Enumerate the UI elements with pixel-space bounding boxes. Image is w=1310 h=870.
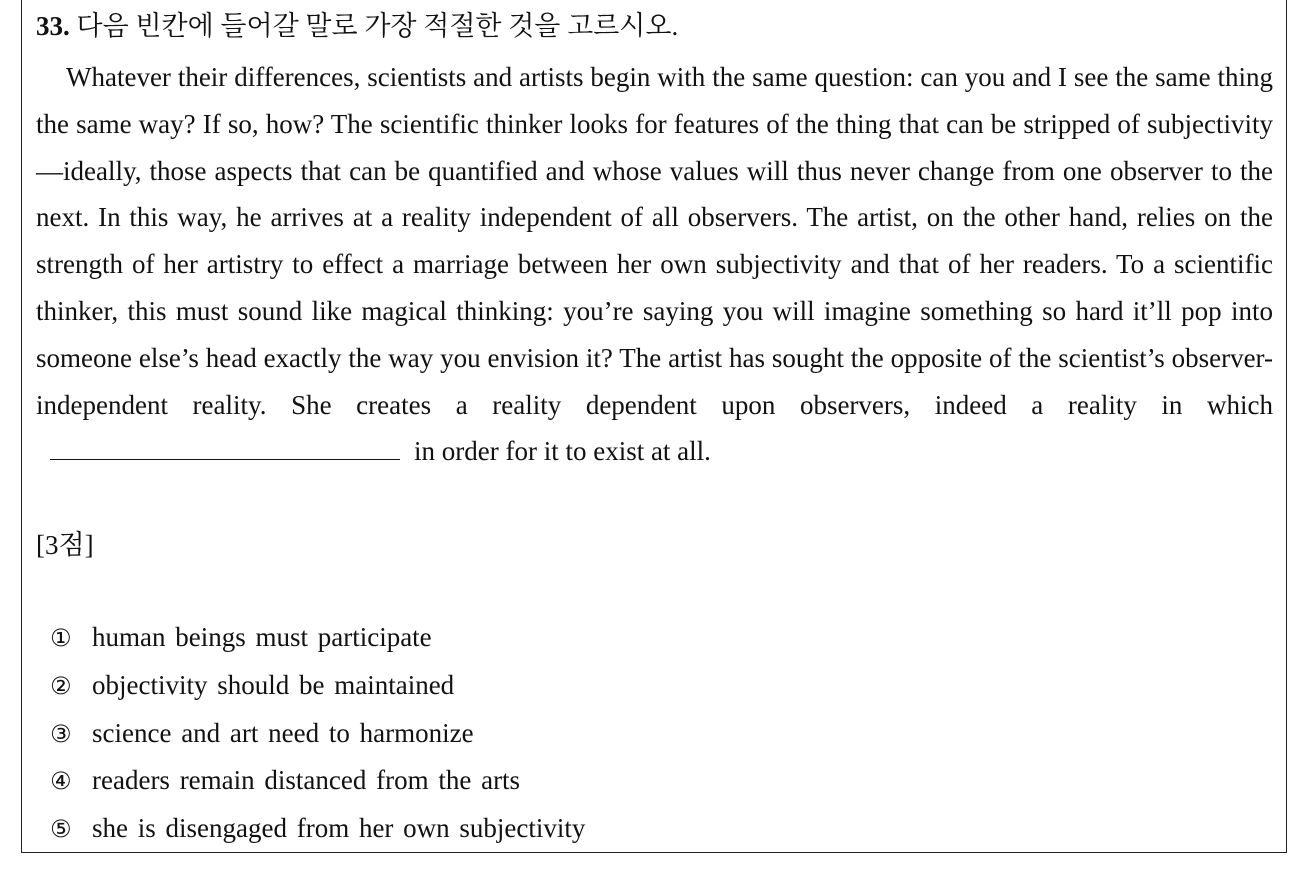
option-5-marker: ⑤	[50, 815, 72, 844]
option-2-text: objectivity should be maintained	[92, 669, 455, 700]
question-header	[36, 6, 678, 46]
answer-options	[50, 614, 585, 853]
passage-paragraph	[36, 54, 1273, 475]
answer-blank	[50, 458, 400, 460]
option-1[interactable]	[50, 614, 585, 662]
passage	[36, 54, 1273, 475]
question-instruction: 다음 빈칸에 들어갈 말로 가장 적절한 것을 고르시오.	[76, 11, 679, 41]
points-label: [3점]	[36, 530, 94, 560]
option-2-marker: ②	[50, 671, 72, 700]
option-4-marker: ④	[50, 767, 72, 796]
option-4[interactable]	[50, 757, 585, 805]
option-1-marker: ①	[50, 624, 72, 652]
option-1-text: human beings must participate	[92, 622, 432, 652]
option-3-marker: ③	[50, 719, 72, 748]
passage-text-after-blank: in order for it to exist at all.	[414, 436, 711, 467]
option-3-text: science and art need to harmonize	[92, 717, 474, 748]
option-5-text: she is disengaged from her own subjectivity	[92, 813, 586, 844]
question-number: 33.	[36, 11, 70, 41]
passage-text-before-blank: Whatever their differences, scientists and artists begin with the same question: can you and I see the same thing the same way? If so, how? The scientific thinker looks for features of the thing that can be stripped of subjectivity—ideally, those aspects that can be quantified and whose values will thus never change from one observer to the next. In this way, he arrives at a reality independent of all observers. The artist, on the other hand, relies on the strength of her artistry to effect a marriage between her own subjectivity and that of her readers. To a scientific thinker, this must sound like magical thinking: you’re saying you will imagine something so hard it’ll pop into someone else’s head exactly the way you envision it? The artist has sought the opposite of the scientist’s observer-independent reality. She creates a reality dependent upon observers, indeed a reality in which	[36, 62, 1273, 420]
option-5[interactable]	[50, 805, 585, 853]
option-4-text: readers remain distanced from the arts	[92, 765, 521, 796]
option-2[interactable]	[50, 662, 585, 710]
option-3[interactable]	[50, 710, 585, 758]
